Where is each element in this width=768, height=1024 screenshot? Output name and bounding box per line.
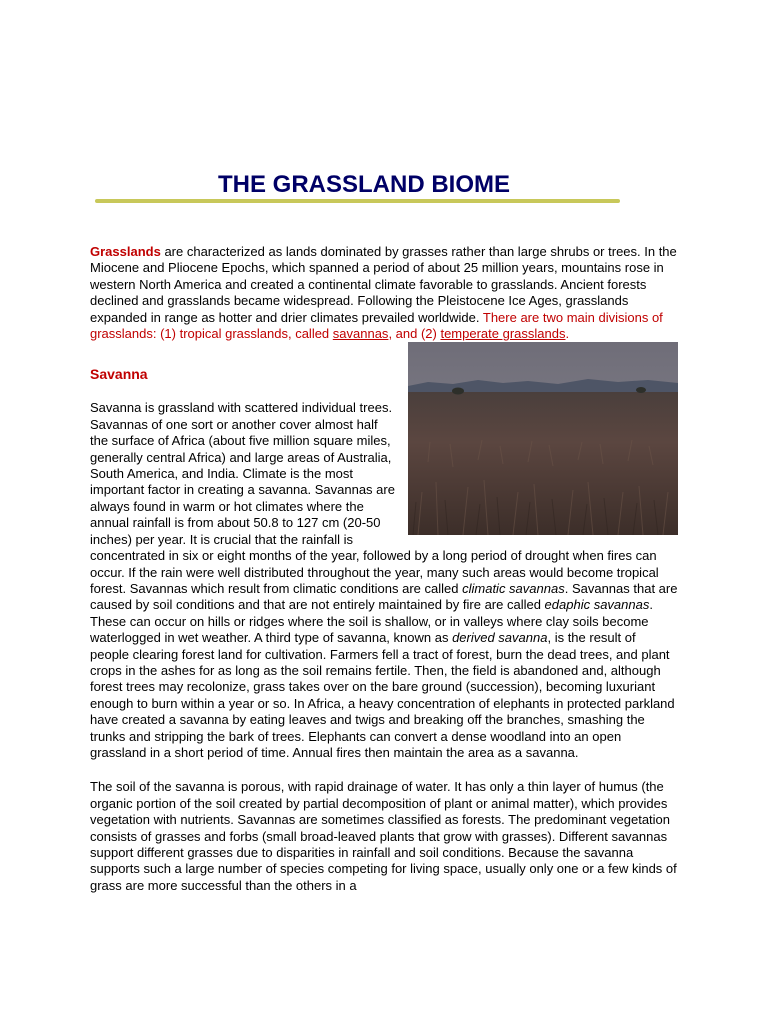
term-derived-savanna: derived savanna (452, 630, 548, 646)
intro-divisions-text-3: . (565, 326, 570, 342)
term-climatic-savannas: climatic savannas (462, 580, 565, 596)
savanna-text-c: . These can occur on hills or ridges where the soil is shallow, or in valleys where clay soils become waterlogged in wet weather. A third type of savanna, known as (90, 597, 653, 646)
savanna-paragraph-2: The soil of the savanna is porous, with rapid drainage of water. It has only a thin layer of humus (the organic portion of the soil created by partial decomposition of plant or animal matter), which provides vegetation with nutrients. Savannas are sometimes classified as forests. The predominant vegetation consists of grasses and forbs (small broad-leaved plants that grow with grasses). Different savannas support different grasses due to disparities in rainfall and soil conditions. Because the savanna supports such a large number of species competing for living space, usually only one or a few kinds of grass are more successful than the others in a (90, 779, 677, 893)
savanna-heading: Savanna (90, 366, 148, 383)
savanna-text-b: . Savannas that are caused by soil conditions and that are not entirely maintained by fire are called (90, 580, 678, 613)
term-edaphic-savannas: edaphic savannas (544, 597, 650, 613)
intro-divisions-text: There are two main divisions of grasslands: (1) tropical grasslands, called (90, 309, 663, 342)
title-underline-rule (95, 199, 620, 203)
article-body (90, 244, 678, 894)
temperate-grasslands-link[interactable]: temperate grasslands (440, 326, 566, 342)
intro-lead-term: Grasslands (90, 244, 161, 259)
intro-text: are characterized as lands dominated by grasses rather than large shrubs or trees. In the Miocene and Pliocene Epochs, which spanned a period of about 25 million years, mountains rose in western North America and created a continental climate favorable to grasslands. Ancient forests declined and grasslands became widespread. Following the Pleistocene Ice Ages, grasslands expanded in range as hotter and drier climates prevailed worldwide. (90, 244, 677, 325)
savanna-text-d: , is the result of people clearing forest land for cultivation. Farmers fell a tract of forest, burn the dead trees, and plant crops in the ashes for as long as the soil remains fertile. Then, the field is abandoned and, although forest trees may recolonize, grass takes over on the bare ground (succession), becoming luxuriant enough to burn within a year or so. In Africa, a heavy concentration of elephants in protected parkland have created a savanna by eating leaves and twigs and breaking off the branches, smashing the trunks and stripping the bark of trees. Elephants can convert a dense woodland into an open grassland in a short period of time. Annual fires then maintain the area as a savanna. (90, 630, 675, 760)
savannas-link[interactable]: savannas (332, 326, 389, 342)
savanna-photo (408, 342, 678, 535)
page-title: THE GRASSLAND BIOME (217, 171, 510, 198)
intro-paragraph (90, 244, 678, 342)
savanna-text-a: Savanna is grassland with scattered individual trees. Savannas of one sort or another cover almost half the surface of Africa (about five million square miles, generally central Africa) and large areas of Australia, South America, and India. Climate is the most important factor in creating a savanna. Savannas are always found in warm or hot climates where the annual rainfall is from about 50.8 to 127 cm (20-50 inches) per year. It is crucial that the rainfall is concentrated in six or eight months of the year, followed by a long period of drought when fires can occur. If the rain were well distributed throughout the year, many such areas would become tropical forest. Savannas which result from climatic conditions are called (90, 400, 659, 596)
savanna-photo-image (408, 342, 678, 535)
intro-divisions-text-2: , and (2) (388, 326, 441, 342)
